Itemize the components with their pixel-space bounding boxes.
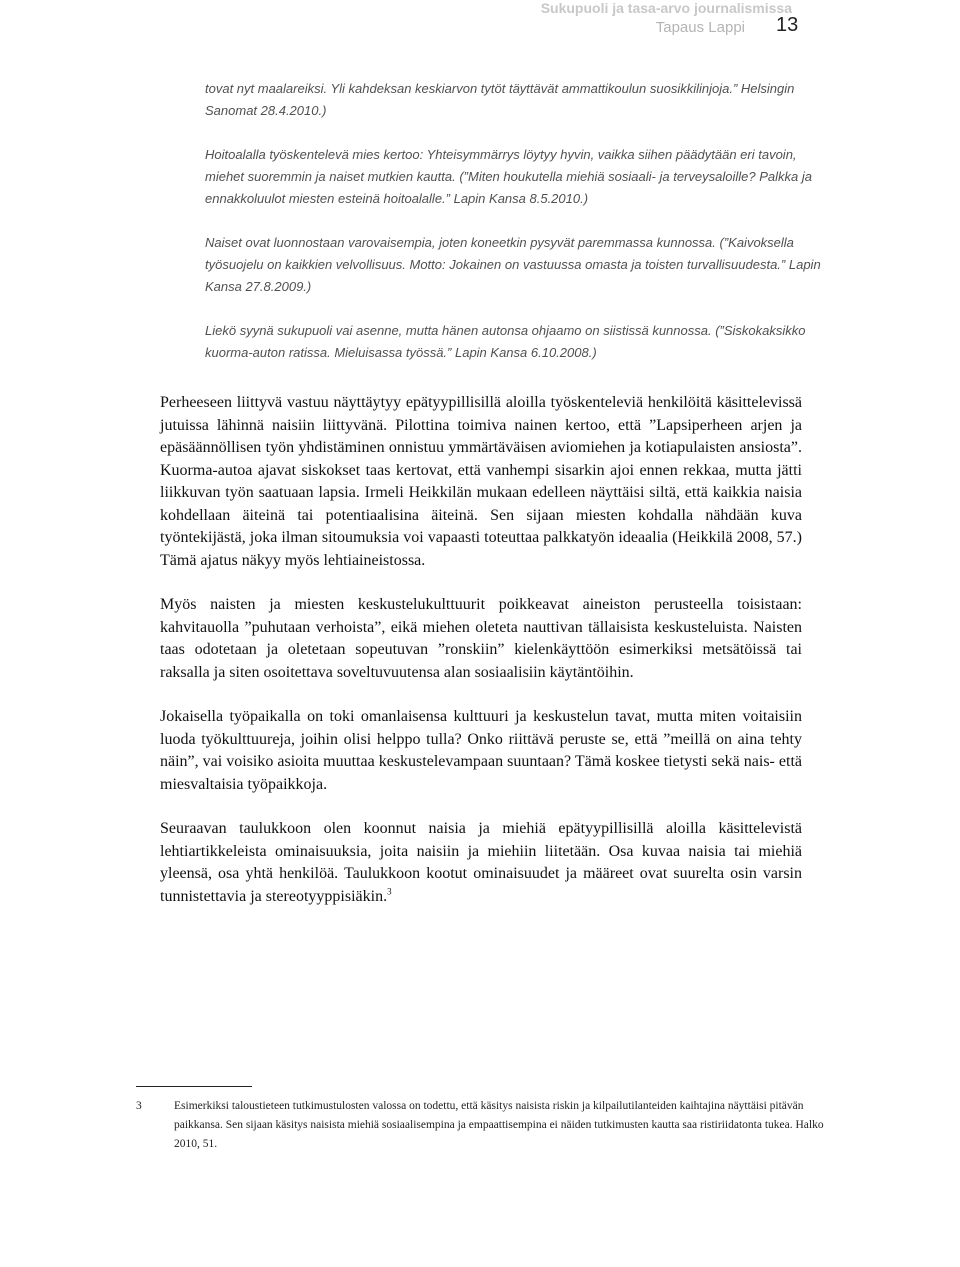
quote-2: Hoitoalalla työskentelevä mies kertoo: Yhteisymmärrys löytyy hyvin, vaikka siihen päädytään eri tavoin, miehet suoremmin ja naiset mutkien kautta. (”Miten houkutella miehiä sosiaali- ja terveysaloille? Palkka ja ennakkoluulot miesten esteinä hoitoalalle.” Lapin Kansa 8.5.2010.) [205,147,812,206]
running-author: Tapaus Lappi [655,19,745,36]
footnote-text: Esimerkiksi taloustieteen tutkimustulosten valossa on todettu, että käsitys naisista riskin ja kilpailutilanteiden kaihtajina näyttäisi pitävän paikkansa. Sen sijaan käsitys naisista miehiä sosiaalisempina ja empaattisempina ei näiden tutkimusten kautta saa ristiriidatonta tukea. Halko 2010, 51. [174,1100,824,1150]
footnote-reference[interactable]: 3 [387,886,392,897]
page-header [0,0,960,60]
paragraph-4 [160,818,802,908]
body-text [160,392,802,930]
quote-block [205,78,825,386]
footnote-number: 3 [136,1100,142,1112]
paragraph-1: Perheeseen liittyvä vastuu näyttäytyy epätyypillisillä aloilla työskenteleviä henkilöitä käsittelevissä jutuissa lähinnä naisiin liittyvänä. Pilottina toimiva nainen kertoo, että ”Lapsiperheen arjen ja epäsäännöllisen työn yhdistäminen onnistuu ymmärtäväisen aviomiehen ja kotiapulaisten ansiosta”. Kuorma-autoa ajavat siskokset taas kertovat, että vanhempi sisarkin ajoi ennen rekkaa, mutta jätti liikkuvan työn saatuaan lapsia. Irmeli Heikkilän mukaan edelleen näyttäisi siltä, että kaikkia naisia kohdellaan äiteinä tai potentiaalisina äiteinä. Sen sijaan miesten kohdalla nähdään kuva työntekijästä, joka ilman sitoumuksia voi vapaasti toteuttaa palkkatyön ideaalia (Heikkilä 2008, 57.) Tämä ajatus näkyy myös lehtiaineistossa. [160,394,802,569]
quote-1: tovat nyt maalareiksi. Yli kahdeksan keskiarvon tytöt täyttävät ammattikoulun suosikkilinjoja.” Helsingin Sanomat 28.4.2010.) [205,81,795,118]
page-number: 13 [776,14,799,36]
quote-3: Naiset ovat luonnostaan varovaisempia, joten koneetkin pysyvät paremmassa kunnossa. (”Kaivoksella työsuojelu on kaikkien velvollisuus. Motto: Jokainen on vastuussa omasta ja toisten turvallisuudesta.” Lapin Kansa 27.8.2009.) [205,235,821,294]
footnote-divider [136,1086,252,1087]
paragraph-2: Myös naisten ja miesten keskustelukulttuurit poikkeavat aineiston perusteella toisistaan: kahvitauolla ”puhutaan verhoista”, eikä miehen oleteta nauttivan tällaisista keskusteluista. Naisten taas odotetaan ja oletetaan sopeutuvan ”ronskiin” kielenkäyttöön esimerkiksi metsätöissä tai raksalla ja siten osoitettava soveltuvuutensa alan sosiaalisiin käytäntöihin. [160,596,802,681]
paragraph-4-text: Seuraavan taulukkoon olen koonnut naisia ja miehiä epätyypillisillä aloilla käsittelevistä lehtiartikkeleista ominaisuuksia, joita naisiin ja miehiin liitetään. Osa kuvaa naisia tai miehiä yleensä, osa yhtä henkilöä. Taulukkoon kootut ominaisuudet ja määreet ovat suurelta osin varsin tunnistettavia ja stereotyyppisiäkin. [160,820,802,905]
quote-4: Liekö syynä sukupuoli vai asenne, mutta hänen autonsa ohjaamo on siistissä kunnossa. (”Siskokaksikko kuorma-auton ratissa. Mieluisassa työssä.” Lapin Kansa 6.10.2008.) [205,323,806,360]
running-title: Sukupuoli ja tasa-arvo journalismissa [540,0,792,16]
paragraph-3: Jokaisella työpaikalla on toki omanlaisensa kulttuuri ja keskustelun tavat, mutta miten voitaisiin luoda työkulttuureja, joihin olisi helppo tulla? Onko riittävä peruste se, että ”meillä on aina tehty näin”, vai voisiko asioita muuttaa keskustelevampaan suuntaan? Tämä koskee tietysti sekä nais- että miesvaltaisia työpaikkoja. [160,708,802,793]
footnote [136,1097,826,1154]
